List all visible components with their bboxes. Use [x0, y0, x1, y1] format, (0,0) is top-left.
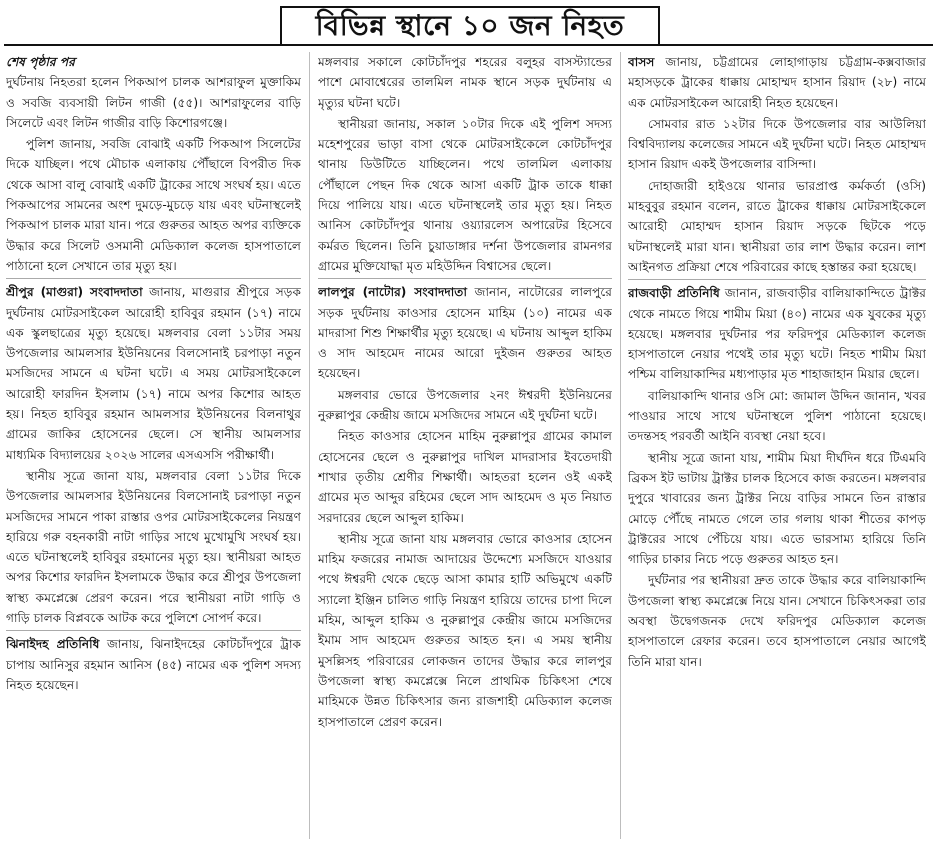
paragraph: পুলিশ জানায়, সবজি বোঝাই একটি পিকআপ সিলেটের দিকে যাচ্ছিল। পথে মৌচাক এলাকায় পৌঁছালে বিপরীত দিক থেকে আসা বালু বোঝাই একটি ট্রাকের সাথে সংঘর্ষ হয়। এতে পিকআপের সামনের অংশ দুমড়ে-মুচড়ে যায় এবং ঘটনাস্থলেই পিকআপ চালক মারা যান। পরে গুরুতর আহত অপর ব্যক্তিকে উদ্ধার করে সিলেট ওসমানী মেডিক্যাল কলেজ হাসপাতালে পাঠানো হলে সেখানে তার মৃত্যু হয়।	[6, 137, 301, 273]
paragraph: বালিয়াকান্দি থানার ওসি মো: জামাল উদ্দিন জানান, খবর পাওয়ার সাথে সাথে ঘটনাস্থলে পুলিশ পাঠানো হয়েছে। তদন্তসহ পরবর্তী আইনি ব্যবস্থা নেয়া হবে।	[628, 388, 926, 444]
headline: বিভিন্ন স্থানে ১০ জন নিহত	[280, 6, 660, 44]
paragraph: মঙ্গলবার ভোরে উপজেলার ২নং ঈশ্বরদী ইউনিয়নের নুরুল্লাপুর কেন্দ্রীয় জামে মসজিদের সামনে এই দুর্ঘটনা ঘটে।	[318, 387, 612, 423]
paragraph: স্থানীয় সূত্রে জানা যায়, মঙ্গলবার বেলা ১১টার দিকে উপজেলার আমলসার ইউনিয়নের বিলসোনাই চরপাড়া নতুন মসজিদের সামনে পাকা রাস্তার ওপর মোটরসাইকেলের নিয়ন্ত্রণ হারিয়ে গরু বহনকারী নাটা গাড়ির সাথে মুখোমুখি সংঘর্ষ হয়। এতে ঘটনাস্থলেই হাবিবুর রহমানের মৃত্যু হয়। স্থানীয়রা আহত অপর কিশোর ফারদিন ইসলামকে উদ্ধার করে শ্রীপুর উপজেলা স্বাস্থ্য কমপ্লেক্সে প্রেরণ করেন। পরে স্থানীয়রা নাটা গাড়ি ও গাড়ি চালক বিপ্লবকে আটক করে পুলিশে সোপর্দ করে।	[6, 468, 301, 626]
paragraph-text: জানায়, মাগুরার শ্রীপুরে সড়ক দুর্ঘটনায় মোটরসাইকেল আরোহী হাবিবুর রহমান (১৭) নামে এক স্কুলছাত্রের মৃত্যু হয়েছে। মঙ্গলবার বেলা ১১টার সময় উপজেলার আমলসার ইউনিয়নের বিলসোনাই চরপাড়া নতুন মসজিদের সামনে এ ঘটনা ঘটে। এ সময় মোটরসাইকেলে আরোহী ফারদিন ইসলাম (১৭) নামে অপর কিশোর আহত হয়। নিহত হাবিবুর রহমান আমলসার ইউনিয়নের বিলনাথুর গ্রামের জাকির হোসেনের ছেলে। সে স্থানীয় আমলসার মাধ্যমিক বিদ্যালয়ের ২০২৬ সালের এসএসসি পরীক্ষার্থী।	[6, 285, 301, 462]
column-divider	[309, 52, 310, 839]
paragraph: স্থানীয় সূত্রে জানা যায় মঙ্গলবার ভোরে কাওসার হোসেন মাহিম ফজরের নামাজ আদায়ের উদ্দেশ্যে মসজিদে যাওয়ার পথে ঈশ্বরদী থেকে ছেড়ে আসা কামার হাটি অভিমুখে একটি স্যালো ইঞ্জিন চালিত গাড়ি নিয়ন্ত্রণ হারিয়ে তাদের চাপা দিলে মহিম, আব্দুল হাকিম ও নুরুল্লাপুর কেন্দ্রীয় জামে মসজিদের ইমাম সাদ আহমেদ গুরুতর আহত হন। এ সময় স্থানীয় মুসল্লিসহ পরিবারের লোকজন তাদের উদ্ধার করে লালপুর উপজেলা স্বাস্থ্য কমপ্লেক্সে নিলে প্রাথমিক চিকিৎসা শেষে মাহিমকে উন্নত চিকিৎসার জন্য রাজশাহী মেডিক্যাল কলেজ হাসপাতালে প্রেরণ করেন।	[318, 531, 612, 729]
paragraph: দুর্ঘটনায় নিহতরা হলেন পিকআপ চালক আশরাফুল মুক্তাকিম ও সবজি ব্যবসায়ী লিটন গাজী (৫৫)। আশরাফুলের বাড়ি সিলেটে এবং লিটন গাজীর বাড়ি কিশোরগঞ্জে।	[6, 75, 301, 130]
paragraph: দুর্ঘটনার পর স্থানীয়রা দ্রুত তাকে উদ্ধার করে বালিয়াকান্দি উপজেলা স্বাস্থ্য কমপ্লেক্সে নিয়ে যান। সেখানে চিকিৎসকরা তার অবস্থা উদ্বেগজনক দেখে ফরিদপুর মেডিক্যাল কলেজ হাসপাতালে রেফার করেন। তবে হাসপাতালে নেয়ার আগেই তিনি মারা যান।	[628, 573, 926, 669]
paragraph: স্থানীয়রা জানায়, সকাল ১০টার দিকে এই পুলিশ সদস্য মহেশপুরের ভাড়া বাসা থেকে মোটরসাইকেলে কোটচাঁদপুর থানায় ডিউটিতে যাচ্ছিলেন। পথে তালমিল এলাকায় পৌঁছালে পেছন দিক থেকে আসা একটি ট্রাক তাকে ধাক্কা দিয়ে পালিয়ে যায়। এতে ঘটনাস্থলেই তার মৃত্যু হয়। নিহত আনিস কোটচাঁদপুর থানায় ওয়্যারলেস অপারেটর হিসেবে কর্মরত ছিলেন। তিনি চুয়াডাঙ্গার দর্শনা উপজেলার রামনগর গ্রামের মুক্তিযোদ্ধা মৃত মহিউদ্দিন বিশ্বাসের ছেলে।	[318, 116, 612, 273]
paragraph	[318, 282, 612, 383]
dateline: লালপুর (নাটোর) সংবাদদাতা	[318, 285, 467, 300]
dateline: রাজবাড়ী প্রতিনিধি	[628, 286, 720, 301]
article-column-1	[6, 52, 301, 837]
dateline: ঝিনাইদহ প্রতিনিধি	[6, 637, 100, 652]
article-column-3	[628, 52, 926, 837]
section-divider	[6, 278, 301, 279]
section-divider	[628, 279, 926, 280]
paragraph: স্থানীয় সূত্রে জানা যায়, শামীম মিয়া দীর্ঘদিন ধরে টিএমবি ব্রিকস ইট ভাটায় ট্রাক্টর চালক হিসেবে কাজ করতেন। মঙ্গলবার দুপুরে খাবারের জন্য ট্রাক্টর নিয়ে বাড়ির সামনে তিন রাস্তার মোড়ে পৌঁছে নামতে গেলে তার গলায় থাকা শীতের কাপড় ট্রাক্টরের সাথে পেঁচিয়ে যায়। এতে ভারসাম্য হারিয়ে তিনি গাড়ির চাকার নিচে পড়ে গুরুতর আহত হন।	[628, 450, 926, 567]
paragraph: মঙ্গলবার সকালে কোটচাঁদপুর শহরের বলুহর বাসস্ট্যান্ডের পাশে মোবাশ্বেরের তালমিল নামক স্থানে সড়ক দুর্ঘটনায় এ মৃত্যুর ঘটনা ঘটে।	[318, 55, 612, 110]
paragraph	[6, 634, 301, 695]
paragraph	[628, 283, 926, 384]
paragraph-text: জানায়, চট্টগ্রামের লোহাগাড়ায় চট্টগ্রাম-কক্সবাজার মহাসড়কে ট্রাকের ধাক্কায় মোহাম্মদ হাসান রিয়াদ (২৮) নামে এক মোটরসাইকেল আরোহী নিহত হয়েছেন।	[628, 55, 926, 110]
continuation-kicker: শেষ পৃষ্ঠার পর	[6, 55, 75, 69]
paragraph	[628, 52, 926, 113]
column-divider	[620, 52, 621, 839]
paragraph-text: জানান, রাজবাড়ীর বালিয়াকান্দিতে ট্রাক্টর থেকে নামতে গিয়ে শামীম মিয়া (৪০) নামের এক যুবকের মৃত্যু হয়েছে। মঙ্গলবার দুর্ঘটনার পর ফরিদপুর মেডিক্যাল কলেজ হাসপাতালে নেয়ার পথেই তার মৃত্যু ঘটে। নিহত শামীম মিয়া পশ্চিম বালিয়াকান্দির মধ্যপাড়ার মৃত শাহাজাহান মিয়ার ছেলে।	[628, 286, 926, 382]
paragraph-text: জানান, নাটোরের লালপুরে সড়ক দুর্ঘটনায় কাওসার হোসেন মাহিম (১০) নামের এক মাদরাসা শিশু শিক্ষার্থীর মৃত্যু হয়েছে। এ ঘটনায় আব্দুল হাকিম ও সাদ আহমেদ নামের আরো দুইজন গুরুতর আহত হয়েছেন।	[318, 285, 612, 381]
paragraph	[6, 282, 301, 465]
paragraph: দোহাজারী হাইওয়ে থানার ভারপ্রাপ্ত কর্মকর্তা (ওসি) মাহবুবুর রহমান বলেন, রাতে ট্রাকের ধাক্কায় মোটরসাইকেলে আরোহী মোহাম্মদ হাসান রিয়াদ সড়কে ছিটকে পড়ে ঘটনাস্থলেই মারা যান। স্থানীয়রা তার লাশ উদ্ধার করেন। লাশ আইনগত প্রক্রিয়া শেষে পরিবারের কাছে হস্তান্তর করা হয়েছে।	[628, 178, 926, 274]
dateline: শ্রীপুর (মাগুরা) সংবাদদাতা	[6, 285, 143, 300]
paragraph-text: জানায়, ঝিনাইদহের কোটচাঁদপুরে ট্রাক চাপায় আনিসুর রহমান আনিস (৪৫) নামের এক পুলিশ সদস্য নিহত হয়েছেন।	[6, 637, 301, 692]
headline-rule	[4, 44, 933, 46]
section-divider	[318, 278, 612, 279]
dateline: বাসস	[628, 55, 655, 69]
paragraph: সোমবার রাত ১২টার দিকে উপজেলার বার আউলিয়া বিশ্ববিদ্যালয় কলেজের সামনে এই দুর্ঘটনা ঘটে। নিহত মোহাম্মদ হাসান রিয়াদ একই উপজেলার বাসিন্দা।	[628, 116, 926, 172]
section-divider	[6, 630, 301, 631]
paragraph: নিহত কাওসার হোসেন মাহিম নুরুল্লাপুর গ্রামের কামাল হোসেনের ছেলে ও নুরুল্লাপুর দাখিল মাদরাসার ইবতেদায়ী শাখার তৃতীয় শ্রেণীর শিক্ষার্থী। আহতরা হলেন ওই একই গ্রামের মৃত আব্দুর রহিমের ছেলে সাদ আহমেদ ও মৃত নিয়াত সরদারের ছেলে আব্দুল হাকিম।	[318, 429, 612, 525]
article-column-2	[318, 52, 612, 837]
